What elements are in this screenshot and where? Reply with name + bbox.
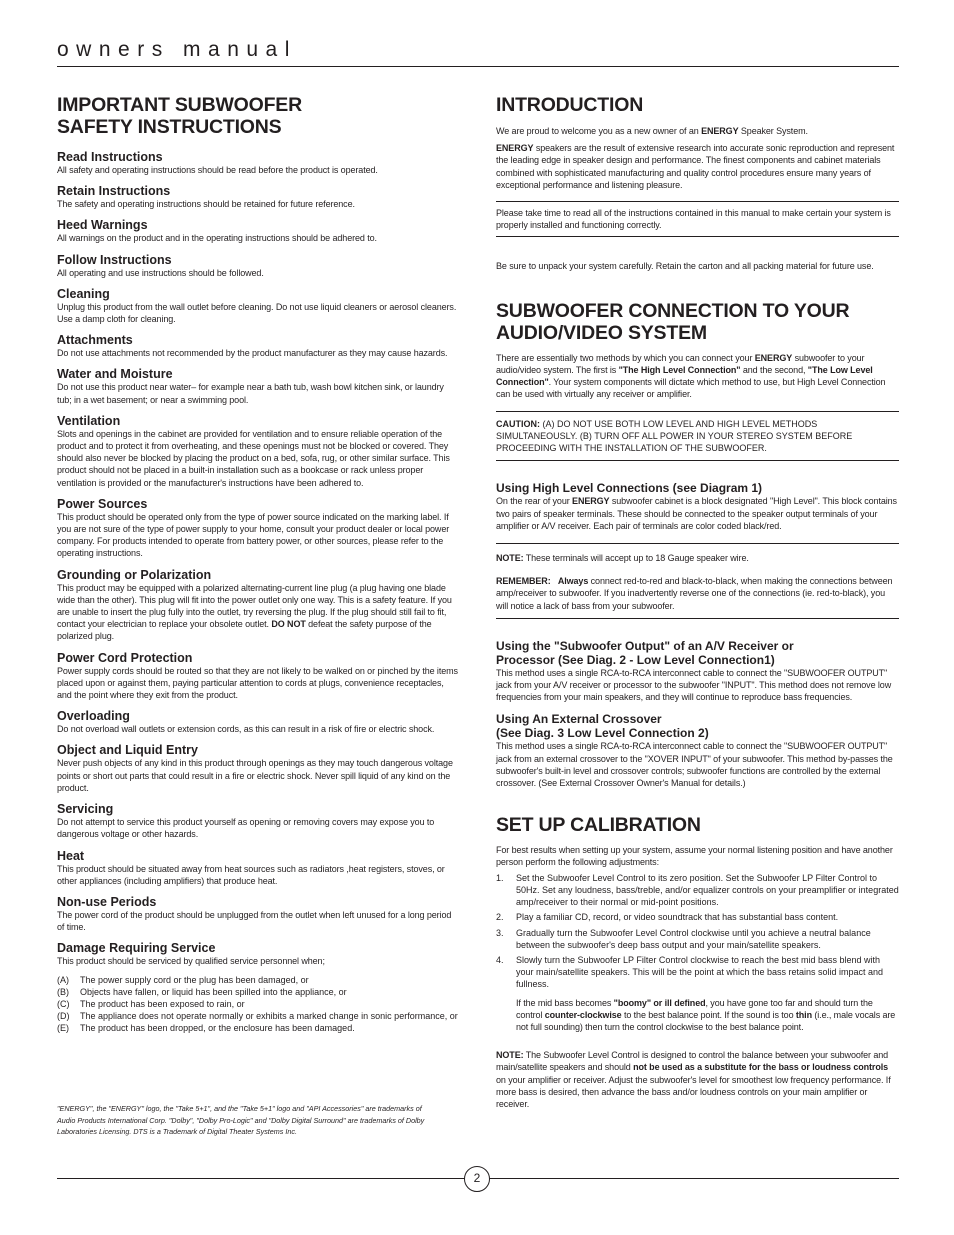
intro-title: INTRODUCTION [496, 94, 644, 116]
list-item: 1. Set the Subwoofer Level Control to its zero position. Set the Subwoofer LP Filter Control to 50Hz. Set any loudness, bass/treble, and/or equalizer controls on your preamplifier or integrated amp/receiver to their normal or mid-point positions. [496, 872, 899, 908]
safety-item-body: This product should be situated away from heat sources such as radiators ,heat registers, stoves, or other appliances (including amplifiers) that produce heat. [57, 863, 445, 886]
safety-item [57, 651, 459, 702]
safety-item-body: Slots and openings in the cabinet are provided for ventilation and to ensure reliable operation of the product and to protect it from overheating, and these openings must not be blocked or covered. They should also never be blocked by placing the product on a bed, sofa, rug, or other similar surface. This product should not be placed in a built-in installation such as a bookcase or rack unless proper ventilation is provided or the manufacturer's instructions have been adhered to. [57, 428, 450, 488]
ext-crossover-text: This method uses a single RCA-to-RCA interconnect cable to connect the "SUBWOOFER OUTPUT" jack from an external crossover to the "XOVER INPUT" of your subwoofer. This method by-passes the subwoofer's built-in level and crossover controls; subwoofer functions are controlled by the external crossover. (See External Crossover Owner's Manual for details.) [496, 741, 893, 789]
safety-item-heading: Read Instructions [57, 150, 163, 164]
safety-item-heading: Cleaning [57, 286, 110, 301]
safety-item-body: This product may be equipped with a polarized alternating-current line plug (a plug having one blade wide than the other). This plug will fit into the power outlet only one way. This is a safety feature. If you are unable to insert the plug fully into the outlet, try reversing the plug. If the plug should still fail to fit, contact your electrician to replace your obsolete outlet. DO NOT defeat the safety purpose of the polarized plug. [57, 582, 452, 642]
safety-item [57, 287, 459, 325]
safety-item-body: This product should be serviced by qualified service personnel when; [57, 956, 325, 967]
safety-item-heading: Follow Instructions [57, 252, 172, 267]
high-level-text: On the rear of your ENERGY subwoofer cabinet is a block designated "High Level". This block contains two pairs of speaker terminals. These should be connected to the speaker output terminals of your amplifier or A/V receiver. Each pair of terminals are color coded black/red. [496, 496, 897, 531]
safety-item [57, 743, 459, 794]
safety-item-body: All safety and operating instructions should be read before the product is operated. [57, 165, 378, 175]
safety-item [57, 497, 459, 560]
safety-item-heading: Power Sources [57, 496, 148, 511]
list-item: 2. Play a familiar CD, record, or video soundtrack that has substantial bass content. [496, 912, 839, 923]
safety-item-heading: Non-use Periods [57, 894, 157, 909]
divider [496, 543, 899, 544]
safety-items [57, 150, 459, 968]
safety-item-body: Do not use this product near water– for example near a bath tub, wash bowl kitchen sink, or laundry tub; in a wet basement; or near a swimming pool. [57, 382, 444, 405]
safety-item-heading: Overloading [57, 709, 130, 724]
safety-item-heading: Damage Requiring Service [57, 941, 216, 956]
terminal-note: NOTE: These terminals will accept up to 18 Gauge speaker wire. [496, 553, 749, 564]
safety-item-body: All operating and use instructions should be followed. [57, 267, 264, 278]
safety-item-heading: Ventilation [57, 413, 121, 428]
connection-p1: There are essentially two methods by which you can connect your ENERGY subwoofer to your audio/video system. The first is "The High Level Connection" and the second, "The Low Level Connection". Your system components will dictate which method to use, but High Level Connection can be used with virtually any receiver or amplifier. [496, 352, 886, 400]
ext-crossover-heading: Using An External Crossover (See Diag. 3 Low Level Connection 2) [496, 712, 709, 741]
safety-item [57, 849, 459, 887]
safety-item-body: Do not attempt to service this product yourself as opening or removing covers may expose you to dangerous voltage or other hazards. [57, 817, 435, 840]
page-number: 2 [464, 1166, 490, 1192]
damage-list [57, 974, 459, 1035]
safety-item-heading: Power Cord Protection [57, 650, 193, 665]
safety-item-body: Do not overload wall outlets or extension cords, as this can result in a risk of fire or electric shock. [57, 724, 435, 735]
intro-note: Please take time to read all of the instructions contained in this manual to make certain your system is properly installed and functioning correctly. [496, 208, 891, 231]
divider [496, 201, 899, 202]
connection-title: SUBWOOFER CONNECTION TO YOUR AUDIO/VIDEO SYSTEM [496, 299, 850, 344]
divider [496, 411, 899, 412]
list-item: (E) The product has been dropped, or the enclosure has been damaged. [57, 1023, 355, 1034]
list-item: 3. Gradually turn the Subwoofer Level Control clockwise until you achieve a neutral balance between the subwoofer's deep bass output and your main/satellite speakers. [496, 927, 871, 950]
safety-item-heading: Heed Warnings [57, 218, 148, 233]
header-rule [57, 66, 899, 67]
list-item: 4. Slowly turn the Subwoofer LP Filter Control clockwise to reach the best mid bass blend with your main/satellite speakers. This will be the point at which the bass retains solid impact and fullness. [496, 954, 884, 990]
remember-note: REMEMBER: Always connect red-to-red and black-to-black, when making the connections between amp/receiver to subwoofer. If you inadvertently reverse one of the connections (ie. red-to-black), you will notice a lack of bass from your subwoofer. [496, 576, 893, 611]
safety-item [57, 218, 459, 244]
safety-item [57, 253, 459, 279]
sub-output-heading: Using the "Subwoofer Output" of an A/V Receiver or Processor (See Diag. 2 - Low Level Connection1) [496, 638, 794, 667]
safety-item-body: Never push objects of any kind in this product through openings as they may touch dangerous voltage points or short out parts that could result in a fire or electric shock. Never spill liquid of any kind on the product. [57, 758, 453, 793]
list-item: (B) Objects have fallen, or liquid has been spilled into the appliance, or [57, 986, 347, 997]
sub-output-text: This method uses a single RCA-to-RCA interconnect cable to connect the "SUBWOOFER OUTPUT" jack from your A/V receiver or processor to the subwoofer "INPUT". This method does not remove low frequencies from your main speakers, and they will continue to reproduce bass frequencies. [496, 667, 892, 703]
divider [496, 618, 899, 619]
safety-item [57, 895, 459, 933]
safety-item-heading: Heat [57, 848, 85, 863]
safety-item-body: The safety and operating instructions should be retained for future reference. [57, 199, 355, 210]
safety-item [57, 709, 459, 735]
safety-item-heading: Object and Liquid Entry [57, 743, 198, 758]
safety-item-body: Power supply cords should be routed so that they are not likely to be walked on or pinched by the items placed upon or against them, paying particular attention to cords at plugs, convenience receptacles, and the point where they exit from the product. [57, 665, 458, 701]
list-item: (C) The product has been exposed to rain, or [57, 998, 245, 1009]
safety-column [57, 94, 459, 1035]
safety-item-heading: Servicing [57, 802, 114, 817]
safety-item [57, 802, 459, 840]
divider [496, 236, 899, 237]
safety-item-heading: Water and Moisture [57, 367, 173, 382]
safety-item [57, 414, 459, 489]
intro-p2: ENERGY speakers are the result of extensive research into accurate sonic reproduction and represent the leading edge in speaker design and performance. The finest components and cabinet materials combined with sophisticated manufacturing and quality control procedures ensure many years of exceptional performance and listening pleasure. [496, 143, 895, 190]
safety-item [57, 367, 459, 405]
calibration-intro: For best results when setting up your system, assume your normal listening position and have another person perform the following adjustments: [496, 845, 893, 868]
safety-item [57, 568, 459, 643]
calibration-note: NOTE: The Subwoofer Level Control is designed to control the balance between your subwoofer and main/satellite speakers and should not be used as a substitute for the bass or loudness controls on your amplifier or receiver. Adjust the subwoofer's level for smoothest low frequency performance. If more bass is desired, then advance the bass and/or loudness controls on your main amplifier or receiver. [496, 1050, 891, 1109]
calibration-steps [496, 872, 899, 991]
header-title: owners manual [57, 38, 297, 61]
safety-title: IMPORTANT SUBWOOFER SAFETY INSTRUCTIONS [57, 94, 302, 138]
high-level-heading: Using High Level Connections (see Diagram 1) [496, 481, 763, 496]
list-item: (A) The power supply cord or the plug has been damaged, or [57, 974, 309, 985]
list-item: (D) The appliance does not operate normally or exhibits a marked change in sonic performance, or [57, 1011, 458, 1022]
safety-item [57, 333, 459, 359]
right-column [496, 94, 899, 1110]
safety-item-heading: Retain Instructions [57, 184, 171, 199]
safety-item-body: This product should be operated only from the type of power source indicated on the marking label. If you are not sure of the type of power supply to your home, consult your product dealer or local power company. For products intended to operate from battery power, or other sources, please refer to the operating instructions. [57, 511, 450, 559]
safety-item [57, 941, 459, 967]
caution-text: CAUTION: (A) DO NOT USE BOTH LOW LEVEL AND HIGH LEVEL METHODS SIMULTANEOUSLY. (B) TURN OFF ALL POWER IN YOUR STEREO SYSTEM BEFORE PROCEEDING WITH THE INSTALLATION OF THE SUBWOOFER. [496, 419, 853, 454]
safety-item-body: Do not use attachments not recommended by the product manufacturer as they may cause hazards. [57, 348, 448, 359]
calibration-boomy: If the mid bass becomes "boomy" or ill defined, you have gone too far and should turn the control counter-clockwise to the best balance point. If the sound is too thin (i.e., male vocals are not full sounding) then turn the control clockwise to the best balance point. [516, 997, 896, 1032]
safety-item-heading: Grounding or Polarization [57, 567, 212, 582]
safety-item-body: Unplug this product from the wall outlet before cleaning. Do not use liquid cleaners or aerosol cleaners. Use a damp cloth for cleaning. [57, 301, 457, 325]
safety-item [57, 150, 459, 176]
trademark-notice: "ENERGY", the "ENERGY" logo, the "Take 5+1", and the "Take 5+1" logo and "API Accessories" are trademarks of Audio Products International Corp. "Dolby", "Dolby Pro-Logic" and "Dolby Digital Surround" are trademarks of Dolby Laboratories Licensing. DTS is a Trademark of Digital Theater Systems Inc. [57, 1104, 425, 1136]
divider [496, 460, 899, 461]
intro-unpack: Be sure to unpack your system carefully. Retain the carton and all packing material for future use. [496, 261, 874, 272]
safety-item-body: All warnings on the product and in the operating instructions should be adhered to. [57, 233, 377, 244]
safety-item-heading: Attachments [57, 333, 133, 348]
safety-item [57, 184, 459, 210]
safety-item-body: The power cord of the product should be unplugged from the outlet when left unused for a long period of time. [57, 909, 452, 933]
intro-p1: We are proud to welcome you as a new owner of an ENERGY Speaker System. [496, 126, 808, 136]
calibration-title: SET UP CALIBRATION [496, 814, 701, 837]
